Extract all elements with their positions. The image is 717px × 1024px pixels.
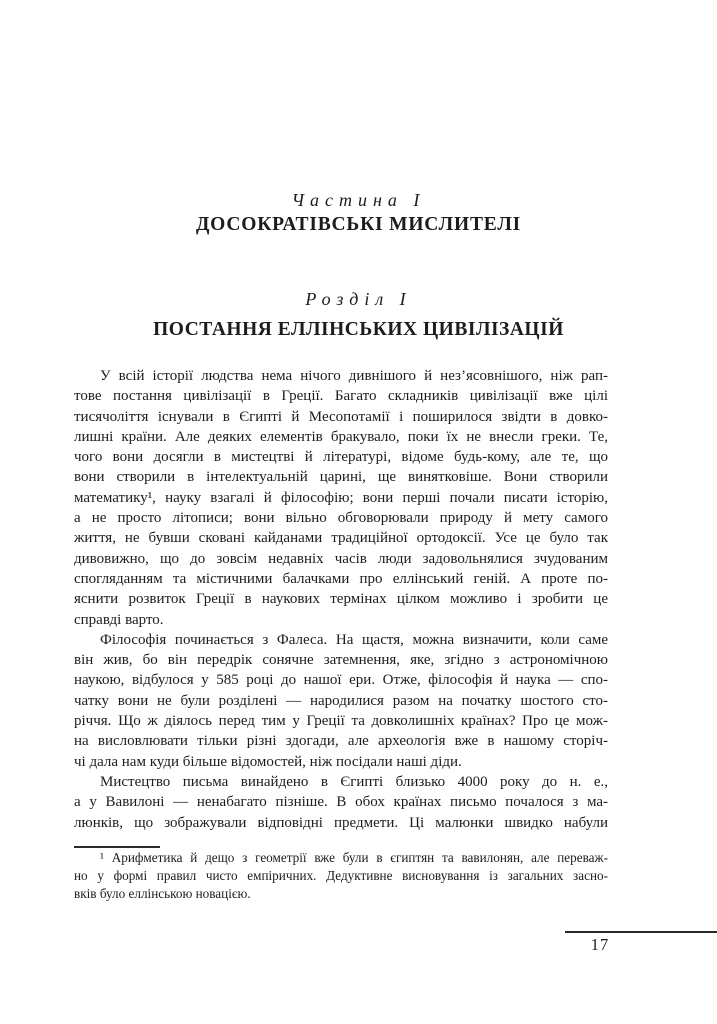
part-title: ДОСОКРАТІВСЬКІ МИСЛИТЕЛІ xyxy=(195,214,522,235)
body-line: річчя. Що ж діялось перед тим у Греції та довколишніх країнах? Про це мож- xyxy=(74,713,608,730)
body-line: математику¹, науку взагалі й філософію; вони перші почали писати історію, xyxy=(74,489,608,506)
body-line: чатку вони не були розділені — народилися разом на початку шостого сто- xyxy=(74,692,608,709)
body-line: Мистецтво письма винайдено в Єгипті близько 4000 року до н. е., xyxy=(100,773,608,790)
body-line: справді варто. xyxy=(74,611,164,628)
paragraph-3 xyxy=(74,772,608,833)
body-line: чі дала нам куди більше відомостей, ніж посідали наші діди. xyxy=(74,753,462,770)
footnote-separator-rule xyxy=(74,846,160,848)
body-line: чого вони досягли в мистецтві й літературі, відоме будь-кому, але те, що xyxy=(74,449,608,466)
footer-rule xyxy=(565,931,717,933)
body-line: а не просто літописи; вони вільно обговорювали природу й мету самого xyxy=(74,510,608,527)
body-line: наукою, відбулося у 585 році до нашої ери. Отже, філософія й наука — спо- xyxy=(74,672,608,689)
footnote-line: вків було еллінською новацією. xyxy=(74,886,251,902)
body-line: на висловлювати тільки різні здогади, але археологія вже в нашому сторіч- xyxy=(74,733,608,750)
body-line: дивовижно, що до зовсім недавніх часів люди задовольнялися зчудованим xyxy=(74,550,608,567)
body-line: вони створили в інтелектуальній царині, ще винятковіше. Вони створили xyxy=(74,469,608,486)
body-line: життя, не бувши сковані кайданами традиційної ортодоксії. Усе це було так xyxy=(74,530,608,547)
part-label: Частина I xyxy=(291,190,426,210)
body-line: лишні країни. Але деяких елементів бракувало, поки їх не внесли греки. Те, xyxy=(74,428,608,445)
body-line: люнків, що зображували відповідні предмети. Ці малюнки швидко набули xyxy=(74,814,608,831)
page-body xyxy=(74,366,608,833)
body-line: а у Вавилоні — ненабагато пізніше. В обох країнах письмо почалося з ма- xyxy=(74,794,608,811)
page-number: 17 xyxy=(590,935,610,954)
footnote xyxy=(74,849,608,904)
footnote-line: но у формі правил чисто емпіричних. Дедуктивне висновування із загальних засно- xyxy=(74,868,608,884)
body-line: У всій історії людства нема нічого дивнішого й нез’ясовнішого, ніж рап- xyxy=(100,368,608,384)
body-line: тове постання цивілізації в Греції. Багато складників цивілізації вже цілі xyxy=(74,388,608,405)
footnote-line: ¹ Арифметика й дещо з геометрії вже були в єгиптян та вавилонян, але переваж- xyxy=(100,850,608,865)
body-line: яснити розвиток Греції в наукових термінах цілком можливо і зробити це xyxy=(74,591,608,608)
body-line: тисячоліття існували в Єгипті й Месопотамії і поширилося звідти в довко- xyxy=(74,408,608,425)
body-line: спогляданням та містичними балачками про еллінський геній. А проте по- xyxy=(74,570,608,587)
paragraph-1 xyxy=(74,366,608,630)
chapter-title: ПОСТАННЯ ЕЛЛІНСЬКИХ ЦИВІЛІЗАЦІЙ xyxy=(153,319,564,340)
body-line: Філософія починається з Фалеса. На щастя, можна визначити, коли саме xyxy=(100,631,608,648)
paragraph-2 xyxy=(74,630,608,772)
body-line: він жив, бо він передрік сонячне затемнення, яке, згідно з астрономічною xyxy=(74,652,608,669)
chapter-label: Розділ I xyxy=(305,289,412,309)
